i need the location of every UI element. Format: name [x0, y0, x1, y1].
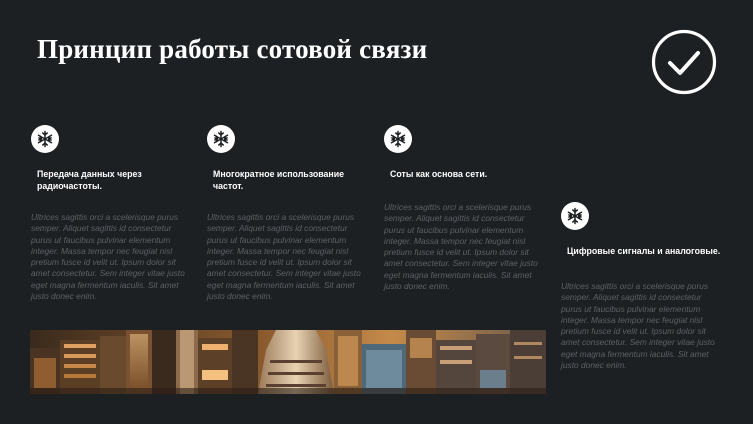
card-body: Ultrices sagittis orci a scelerisque purus semper. Aliquet sagittis id consectetur purus ut faucibus pulvinar elementum integer. Massa tempor nec feugiat nisl pretium fusce id velit ut. Ipsum dolor sit amet consectetur. Sem integer vitae justo eget magna fermentum iaculis. Sit amet justo donec enim. [384, 202, 538, 292]
checkmark-circle-icon [651, 29, 717, 95]
feature-card [384, 125, 544, 292]
feature-card [31, 125, 191, 302]
city-skyline-image [30, 330, 546, 394]
feature-card [561, 202, 721, 371]
snowflake-icon [207, 125, 235, 153]
card-body: Ultrices sagittis orci a scelerisque purus semper. Aliquet sagittis id consectetur purus ut faucibus pulvinar elementum integer. Massa tempor nec feugiat nisl pretium fusce id velit ut. Ipsum dolor sit amet consectetur. Sem integer vitae justo eget magna fermentum iaculis. Sit amet justo donec enim. [207, 212, 361, 302]
card-heading: Многократное использование частот. [213, 169, 345, 191]
snowflake-icon [31, 125, 59, 153]
card-heading: Передача данных через радиочастоты. [37, 169, 142, 191]
card-body: Ultrices sagittis orci a scelerisque purus semper. Aliquet sagittis id consectetur purus ut faucibus pulvinar elementum integer. Massa tempor nec feugiat nisl pretium fusce id velit ut. Ipsum dolor sit amet consectetur. Sem integer vitae justo eget magna fermentum iaculis. Sit amet justo donec enim. [31, 212, 185, 302]
snowflake-icon [561, 202, 589, 230]
feature-card [207, 125, 367, 302]
card-heading: Цифровые сигналы и аналоговые. [567, 246, 721, 256]
snowflake-icon [384, 125, 412, 153]
card-body: Ultrices sagittis orci a scelerisque purus semper. Aliquet sagittis id consectetur purus ut faucibus pulvinar elementum integer. Massa tempor nec feugiat nisl pretium fusce id velit ut. Ipsum dolor sit amet consectetur. Sem integer vitae justo eget magna fermentum iaculis. Sit amet justo donec enim. [561, 281, 715, 371]
slide-title: Принцип работы сотовой связи [37, 34, 428, 64]
card-heading: Соты как основа сети. [390, 169, 488, 179]
